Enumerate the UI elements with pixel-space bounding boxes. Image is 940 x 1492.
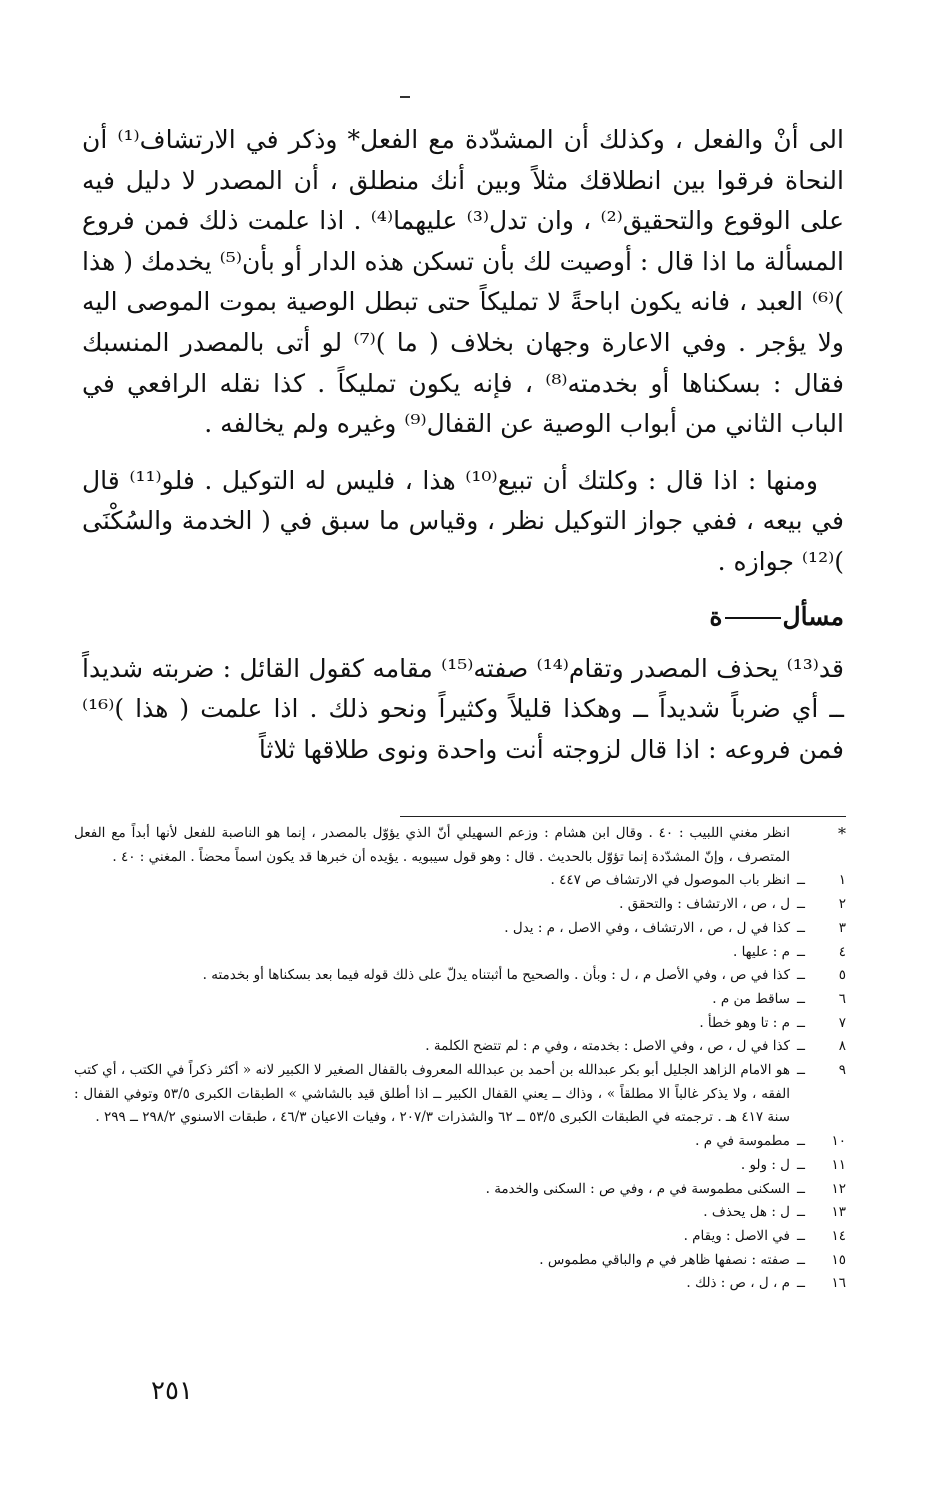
footnote-text: كذا في ل ، ص ، الارتشاف ، وفي الاصل ، م : يدل .: [504, 919, 790, 936]
footnote-text: م ، ل ، ص : ذلك .: [686, 1275, 790, 1292]
footnote-item: [74, 1012, 846, 1036]
heading-kashida: [725, 617, 781, 619]
footnote-dash: ــ: [797, 1204, 805, 1221]
footnote-separator: [400, 816, 846, 817]
footnotes: [74, 822, 846, 1296]
page-number: ٢٥١: [151, 1376, 193, 1406]
footnote-text: ل ، ص ، الارتشاف : والتحقق .: [619, 896, 790, 913]
footnote-item: [74, 1059, 846, 1130]
footnote-number: ٧: [838, 1014, 846, 1031]
footnote-item: [74, 964, 846, 988]
footnote-number: *: [838, 824, 846, 843]
footnote-dash: ــ: [797, 1038, 805, 1055]
footnote-number: ٤: [838, 943, 846, 960]
footnote-dash: ــ: [797, 872, 805, 889]
footnote-text: في الاصل : ويقام .: [683, 1227, 790, 1244]
footnote-text: صفته : نصفها ظاهر في م والباقي مطموس .: [539, 1251, 790, 1268]
footnote-item: [74, 822, 846, 869]
footnote-dash: ــ: [797, 990, 805, 1007]
footnote-text: مطموسة في م .: [695, 1133, 790, 1150]
footnote-number: ٩: [838, 1062, 846, 1079]
footnote-text: انظر مغني اللبيب : ٤٠ . وقال ابن هشام : وزعم السهيلي أنّ الذي يؤوّل بالمصدر ، إنما هو الناصبة للفعل لأنها أبداً مع الفعل المتصرف ، وإنّ المشدّدة إنما تؤوّل بالحديث . قال : وهو قول سيبويه . يؤيده أن خبرها قد يكون اسماً محضاً . المغني : ٤٠ .: [74, 825, 790, 865]
footnote-item: [74, 988, 846, 1012]
footnote-text: م : تا وهو خطأ .: [699, 1014, 790, 1031]
footnote-number: ٥: [838, 967, 846, 984]
footnote-number: ١١: [831, 1156, 846, 1173]
footnote-number: ١٢: [831, 1180, 846, 1197]
footnote-text: انظر باب الموصول في الارتشاف ص ٤٤٧ .: [550, 872, 790, 889]
footnote-dash: ــ: [797, 1014, 805, 1031]
footnote-item: [74, 1154, 846, 1178]
footnote-number: ١٦: [831, 1275, 846, 1292]
footnote-text: ل : ولو .: [740, 1156, 790, 1173]
footnote-number: ١٠: [831, 1133, 846, 1150]
section-heading: [82, 597, 844, 637]
footnote-text: السكنى مطموسة في م ، وفي ص : السكنى والخدمة .: [485, 1180, 790, 1197]
footnote-dash: ــ: [797, 1275, 805, 1292]
footnote-text: كذا في ص ، وفي الأصل م ، ل : وبأن . والصحيح ما أثبتناه يدلّ على ذلك قوله فيما بعد بسكناها أو بخدمته .: [202, 967, 790, 984]
footnote-text: م : عليها .: [732, 943, 790, 960]
paragraph-2: ومنها : اذا قال : وكلتك أن تبيع⁽¹⁰⁾ هذا ، فليس له التوكيل . فلو⁽¹¹⁾ قال في بيعه ، ففي جواز التوكيل نظر ، وقياس ما سبق في ( الخدمة والسُكْنَى )⁽¹²⁾ جوازه .: [82, 465, 844, 576]
section-heading-end: ة: [709, 601, 723, 631]
footnote-dash: ــ: [797, 919, 805, 936]
footnote-dash: ــ: [797, 1180, 805, 1197]
top-mark: [400, 96, 410, 98]
footnote-text: ساقط من م .: [712, 990, 790, 1007]
footnote-number: ٣: [838, 919, 846, 936]
footnote-item: [74, 1249, 846, 1273]
footnote-number: ٢: [838, 896, 846, 913]
footnote-number: ١٥: [831, 1251, 846, 1268]
footnote-dash: ــ: [797, 1133, 805, 1150]
footnote-item: [74, 941, 846, 965]
footnote-dash: ــ: [797, 1251, 805, 1268]
footnote-dash: ــ: [797, 1227, 805, 1244]
footnote-dash: ــ: [797, 1062, 805, 1079]
footnote-item: [74, 917, 846, 941]
footnote-number: ٨: [838, 1038, 846, 1055]
footnote-item: [74, 1130, 846, 1154]
footnote-item: [74, 869, 846, 893]
footnote-item: [74, 1272, 846, 1296]
footnote-item: [74, 1201, 846, 1225]
footnote-item: [74, 1035, 846, 1059]
footnote-text: ل : هل يحذف .: [703, 1204, 790, 1221]
footnote-dash: ــ: [797, 1156, 805, 1173]
main-text: [82, 120, 844, 770]
footnote-text: هو الامام الزاهد الجليل أبو بكر عبدالله بن أحمد بن عبدالله المعروف بالقفال الصغير لا الكبير لانه « أكثر ذكراً في الكتب ، أي كتب الفقه ، ولا يذكر غالباً الا مطلقاً » ، وذاك ــ يعني القفال الكبير ــ اذا أطلق قيد بالشاشي » الطبقات الكبرى ٥٣/٥ وتوفي القفال : سنة ٤١٧ هـ . ترجمته في الطبقات الكبرى ٥٣/٥ ــ ٦٢ والشذرات ٢٠٧/٣ ، وفيات الاعيان ٤٦/٣ ، طبقات الاسنوي ٢٩٨/٢ ــ ٢٩٩ .: [74, 1062, 790, 1126]
footnote-item: [74, 1178, 846, 1202]
paragraph-3: قد⁽¹³⁾ يحذف المصدر وتقام⁽¹⁴⁾ صفته⁽¹⁵⁾ مقامه كقول القائل : ضربته شديداً ــ أي ضرباً شديداً ــ وهكذا قليلاً وكثيراً ونحو ذلك . اذا علمت ( هذا )⁽¹⁶⁾ فمن فروعه : اذا قال لزوجته أنت واحدة ونوى طلاقها ثلاثاً: [82, 653, 844, 764]
footnote-number: ١: [838, 872, 846, 889]
footnote-number: ٦: [838, 990, 846, 1007]
section-heading-start: مسأل: [782, 601, 844, 631]
footnote-dash: ــ: [797, 943, 805, 960]
footnote-text: كذا في ل ، ص ، وفي الاصل : بخدمته ، وفي م : لم تتضح الكلمة .: [425, 1038, 790, 1055]
footnote-dash: ــ: [797, 967, 805, 984]
footnote-item: [74, 1225, 846, 1249]
footnote-dash: ــ: [797, 896, 805, 913]
paragraph-1: الى أنْ والفعل ، وكذلك أن المشدّدة مع الفعل* وذكر في الارتشاف⁽¹⁾ أن النحاة فرقوا بين انطلاقك مثلاً وبين أنك منطلق ، أن المصدر لا دليل فيه على الوقوع والتحقيق⁽²⁾ ، وان تدل⁽³⁾ عليهما⁽⁴⁾ . اذا علمت ذلك فمن فروع المسألة ما اذا قال : أوصيت لك بأن تسكن هذه الدار أو بأن⁽⁵⁾ يخدمك ( هذا )⁽⁶⁾ العبد ، فانه يكون اباحةً لا تمليكاً حتى تبطل الوصية بموت الموصى اليه ولا يؤجر . وفي الاعارة وجهان بخلاف ( ما )⁽⁷⁾ لو أتى بالمصدر المنسبك فقال : بسكناها أو بخدمته⁽⁸⁾ ، فإنه يكون تمليكاً . كذا نقله الرافعي في الباب الثاني من أبواب الوصية عن القفال⁽⁹⁾ وغيره ولم يخالفه .: [82, 125, 845, 439]
footnote-number: ١٣: [831, 1204, 846, 1221]
footnote-item: [74, 893, 846, 917]
footnote-number: ١٤: [831, 1227, 846, 1244]
